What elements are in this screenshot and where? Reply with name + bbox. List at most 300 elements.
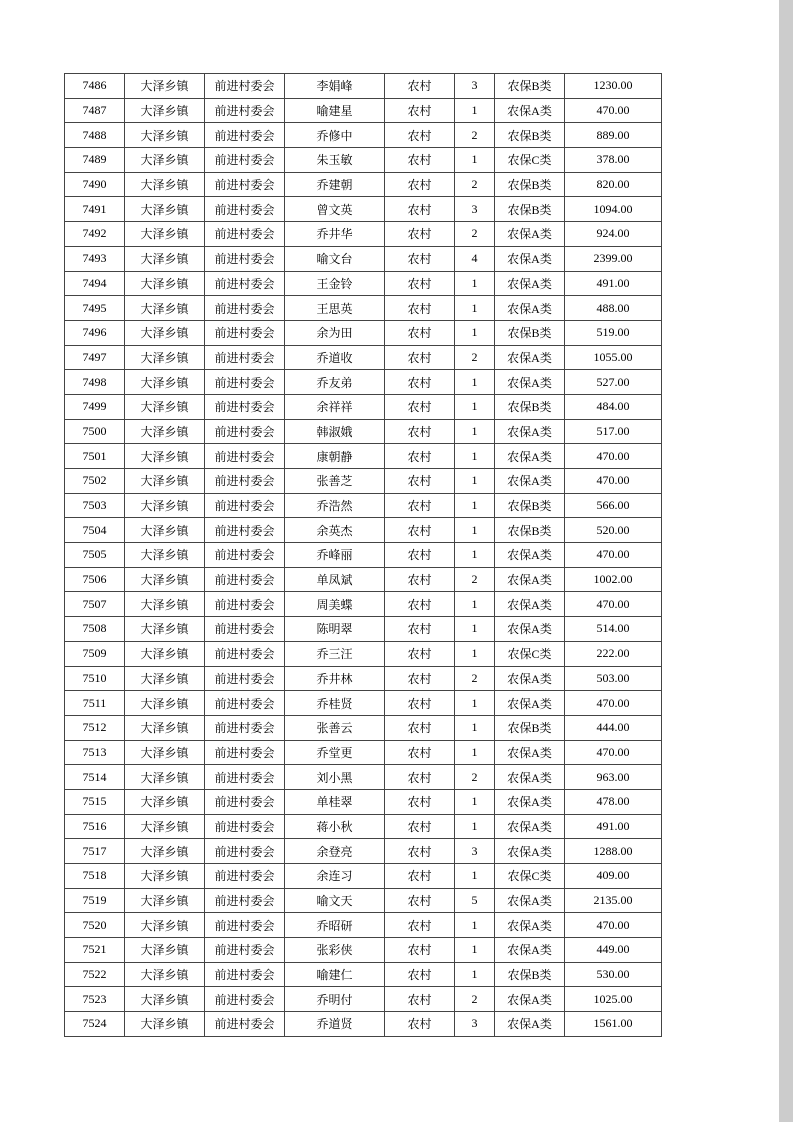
residence-type-cell: 农村 xyxy=(385,543,455,568)
person-name-cell: 朱玉敏 xyxy=(285,148,385,173)
amount-cell: 470.00 xyxy=(565,543,662,568)
residence-type-cell: 农村 xyxy=(385,740,455,765)
amount-cell: 478.00 xyxy=(565,789,662,814)
person-name-cell: 乔浩然 xyxy=(285,493,385,518)
amount-cell: 2135.00 xyxy=(565,888,662,913)
person-name-cell: 乔三汪 xyxy=(285,641,385,666)
row-id-cell: 7494 xyxy=(65,271,125,296)
person-count-cell: 1 xyxy=(455,740,495,765)
table-row xyxy=(65,370,662,395)
person-count-cell: 1 xyxy=(455,864,495,889)
person-count-cell: 1 xyxy=(455,320,495,345)
person-name-cell: 康朝静 xyxy=(285,444,385,469)
table-row xyxy=(65,469,662,494)
row-id-cell: 7517 xyxy=(65,839,125,864)
residence-type-cell: 农村 xyxy=(385,641,455,666)
person-name-cell: 王思英 xyxy=(285,296,385,321)
town-cell: 大泽乡镇 xyxy=(125,567,205,592)
village-committee-cell: 前进村委会 xyxy=(205,864,285,889)
person-name-cell: 周美蝶 xyxy=(285,592,385,617)
person-count-cell: 1 xyxy=(455,617,495,642)
village-committee-cell: 前进村委会 xyxy=(205,419,285,444)
person-count-cell: 1 xyxy=(455,518,495,543)
residence-type-cell: 农村 xyxy=(385,197,455,222)
insurance-category-cell: 农保B类 xyxy=(495,394,565,419)
person-count-cell: 2 xyxy=(455,987,495,1012)
row-id-cell: 7493 xyxy=(65,246,125,271)
insurance-category-cell: 农保A类 xyxy=(495,345,565,370)
insurance-category-cell: 农保A类 xyxy=(495,543,565,568)
insurance-category-cell: 农保A类 xyxy=(495,592,565,617)
village-committee-cell: 前进村委会 xyxy=(205,913,285,938)
village-committee-cell: 前进村委会 xyxy=(205,938,285,963)
village-committee-cell: 前进村委会 xyxy=(205,1012,285,1037)
person-count-cell: 1 xyxy=(455,715,495,740)
amount-cell: 1288.00 xyxy=(565,839,662,864)
insurance-category-cell: 农保A类 xyxy=(495,814,565,839)
insurance-category-cell: 农保B类 xyxy=(495,74,565,99)
residence-type-cell: 农村 xyxy=(385,913,455,938)
town-cell: 大泽乡镇 xyxy=(125,444,205,469)
person-name-cell: 韩淑娥 xyxy=(285,419,385,444)
village-committee-cell: 前进村委会 xyxy=(205,765,285,790)
row-id-cell: 7523 xyxy=(65,987,125,1012)
amount-cell: 2399.00 xyxy=(565,246,662,271)
row-id-cell: 7499 xyxy=(65,394,125,419)
row-id-cell: 7492 xyxy=(65,222,125,247)
amount-cell: 566.00 xyxy=(565,493,662,518)
amount-cell: 527.00 xyxy=(565,370,662,395)
town-cell: 大泽乡镇 xyxy=(125,271,205,296)
village-committee-cell: 前进村委会 xyxy=(205,246,285,271)
residence-type-cell: 农村 xyxy=(385,518,455,543)
person-count-cell: 2 xyxy=(455,222,495,247)
residence-type-cell: 农村 xyxy=(385,345,455,370)
insurance-category-cell: 农保A类 xyxy=(495,444,565,469)
person-count-cell: 2 xyxy=(455,666,495,691)
amount-cell: 520.00 xyxy=(565,518,662,543)
person-count-cell: 1 xyxy=(455,913,495,938)
table-row xyxy=(65,938,662,963)
residence-type-cell: 农村 xyxy=(385,888,455,913)
person-count-cell: 1 xyxy=(455,691,495,716)
row-id-cell: 7512 xyxy=(65,715,125,740)
village-committee-cell: 前进村委会 xyxy=(205,345,285,370)
town-cell: 大泽乡镇 xyxy=(125,839,205,864)
table-row xyxy=(65,765,662,790)
village-committee-cell: 前进村委会 xyxy=(205,74,285,99)
residence-type-cell: 农村 xyxy=(385,370,455,395)
row-id-cell: 7487 xyxy=(65,98,125,123)
amount-cell: 963.00 xyxy=(565,765,662,790)
insurance-category-cell: 农保C类 xyxy=(495,864,565,889)
table-row xyxy=(65,913,662,938)
person-count-cell: 1 xyxy=(455,592,495,617)
town-cell: 大泽乡镇 xyxy=(125,641,205,666)
table-row xyxy=(65,246,662,271)
town-cell: 大泽乡镇 xyxy=(125,789,205,814)
person-name-cell: 乔道贤 xyxy=(285,1012,385,1037)
table-row xyxy=(65,962,662,987)
table-row xyxy=(65,1012,662,1037)
amount-cell: 470.00 xyxy=(565,444,662,469)
town-cell: 大泽乡镇 xyxy=(125,345,205,370)
row-id-cell: 7516 xyxy=(65,814,125,839)
residence-type-cell: 农村 xyxy=(385,765,455,790)
person-count-cell: 1 xyxy=(455,98,495,123)
amount-cell: 503.00 xyxy=(565,666,662,691)
person-count-cell: 1 xyxy=(455,444,495,469)
table-row xyxy=(65,888,662,913)
table-row xyxy=(65,641,662,666)
row-id-cell: 7518 xyxy=(65,864,125,889)
insurance-category-cell: 农保B类 xyxy=(495,123,565,148)
town-cell: 大泽乡镇 xyxy=(125,98,205,123)
residence-type-cell: 农村 xyxy=(385,666,455,691)
person-name-cell: 王金铃 xyxy=(285,271,385,296)
person-count-cell: 1 xyxy=(455,296,495,321)
insurance-category-cell: 农保B类 xyxy=(495,518,565,543)
village-committee-cell: 前进村委会 xyxy=(205,469,285,494)
table-body xyxy=(65,74,662,1037)
village-committee-cell: 前进村委会 xyxy=(205,691,285,716)
town-cell: 大泽乡镇 xyxy=(125,666,205,691)
amount-cell: 470.00 xyxy=(565,98,662,123)
residence-type-cell: 农村 xyxy=(385,962,455,987)
person-count-cell: 5 xyxy=(455,888,495,913)
village-committee-cell: 前进村委会 xyxy=(205,172,285,197)
insurance-category-cell: 农保B类 xyxy=(495,493,565,518)
row-id-cell: 7522 xyxy=(65,962,125,987)
person-name-cell: 余登亮 xyxy=(285,839,385,864)
amount-cell: 517.00 xyxy=(565,419,662,444)
village-committee-cell: 前进村委会 xyxy=(205,271,285,296)
person-count-cell: 3 xyxy=(455,839,495,864)
row-id-cell: 7502 xyxy=(65,469,125,494)
person-count-cell: 1 xyxy=(455,814,495,839)
table-row xyxy=(65,666,662,691)
insurance-category-cell: 农保B类 xyxy=(495,320,565,345)
town-cell: 大泽乡镇 xyxy=(125,197,205,222)
person-count-cell: 1 xyxy=(455,271,495,296)
town-cell: 大泽乡镇 xyxy=(125,370,205,395)
town-cell: 大泽乡镇 xyxy=(125,592,205,617)
village-committee-cell: 前进村委会 xyxy=(205,444,285,469)
table-row xyxy=(65,98,662,123)
insurance-category-cell: 农保A类 xyxy=(495,789,565,814)
town-cell: 大泽乡镇 xyxy=(125,320,205,345)
insurance-category-cell: 农保A类 xyxy=(495,419,565,444)
row-id-cell: 7506 xyxy=(65,567,125,592)
table-row xyxy=(65,987,662,1012)
amount-cell: 1561.00 xyxy=(565,1012,662,1037)
town-cell: 大泽乡镇 xyxy=(125,123,205,148)
residence-type-cell: 农村 xyxy=(385,444,455,469)
amount-cell: 449.00 xyxy=(565,938,662,963)
residence-type-cell: 农村 xyxy=(385,271,455,296)
person-name-cell: 陈明翠 xyxy=(285,617,385,642)
village-committee-cell: 前进村委会 xyxy=(205,592,285,617)
table-container xyxy=(64,73,662,1037)
insurance-category-cell: 农保A类 xyxy=(495,296,565,321)
village-committee-cell: 前进村委会 xyxy=(205,493,285,518)
person-count-cell: 1 xyxy=(455,543,495,568)
amount-cell: 470.00 xyxy=(565,592,662,617)
insurance-category-cell: 农保B类 xyxy=(495,715,565,740)
person-name-cell: 喻文天 xyxy=(285,888,385,913)
person-count-cell: 3 xyxy=(455,197,495,222)
amount-cell: 491.00 xyxy=(565,271,662,296)
person-name-cell: 乔修中 xyxy=(285,123,385,148)
table-row xyxy=(65,715,662,740)
town-cell: 大泽乡镇 xyxy=(125,814,205,839)
residence-type-cell: 农村 xyxy=(385,493,455,518)
insurance-category-cell: 农保A类 xyxy=(495,567,565,592)
town-cell: 大泽乡镇 xyxy=(125,419,205,444)
residence-type-cell: 农村 xyxy=(385,246,455,271)
residence-type-cell: 农村 xyxy=(385,74,455,99)
table-row xyxy=(65,543,662,568)
person-count-cell: 1 xyxy=(455,493,495,518)
town-cell: 大泽乡镇 xyxy=(125,296,205,321)
town-cell: 大泽乡镇 xyxy=(125,938,205,963)
person-count-cell: 2 xyxy=(455,172,495,197)
amount-cell: 530.00 xyxy=(565,962,662,987)
amount-cell: 491.00 xyxy=(565,814,662,839)
town-cell: 大泽乡镇 xyxy=(125,246,205,271)
person-name-cell: 余连习 xyxy=(285,864,385,889)
insurance-category-cell: 农保A类 xyxy=(495,888,565,913)
village-committee-cell: 前进村委会 xyxy=(205,987,285,1012)
amount-cell: 444.00 xyxy=(565,715,662,740)
insurance-category-cell: 农保A类 xyxy=(495,1012,565,1037)
insurance-category-cell: 农保A类 xyxy=(495,222,565,247)
village-committee-cell: 前进村委会 xyxy=(205,370,285,395)
person-name-cell: 余为田 xyxy=(285,320,385,345)
row-id-cell: 7497 xyxy=(65,345,125,370)
insurance-category-cell: 农保A类 xyxy=(495,246,565,271)
town-cell: 大泽乡镇 xyxy=(125,222,205,247)
village-committee-cell: 前进村委会 xyxy=(205,148,285,173)
village-committee-cell: 前进村委会 xyxy=(205,641,285,666)
residence-type-cell: 农村 xyxy=(385,987,455,1012)
town-cell: 大泽乡镇 xyxy=(125,74,205,99)
person-count-cell: 2 xyxy=(455,345,495,370)
village-committee-cell: 前进村委会 xyxy=(205,222,285,247)
village-committee-cell: 前进村委会 xyxy=(205,740,285,765)
insurance-category-cell: 农保A类 xyxy=(495,740,565,765)
table-row xyxy=(65,172,662,197)
person-name-cell: 李娟峰 xyxy=(285,74,385,99)
table-row xyxy=(65,740,662,765)
residence-type-cell: 农村 xyxy=(385,148,455,173)
amount-cell: 1230.00 xyxy=(565,74,662,99)
person-name-cell: 乔峰丽 xyxy=(285,543,385,568)
village-committee-cell: 前进村委会 xyxy=(205,888,285,913)
amount-cell: 820.00 xyxy=(565,172,662,197)
town-cell: 大泽乡镇 xyxy=(125,740,205,765)
town-cell: 大泽乡镇 xyxy=(125,394,205,419)
insurance-category-cell: 农保B类 xyxy=(495,962,565,987)
insurance-category-cell: 农保A类 xyxy=(495,370,565,395)
person-count-cell: 1 xyxy=(455,938,495,963)
person-count-cell: 1 xyxy=(455,394,495,419)
table-row xyxy=(65,394,662,419)
insurance-category-cell: 农保A类 xyxy=(495,913,565,938)
insurance-category-cell: 农保C类 xyxy=(495,641,565,666)
person-name-cell: 喻建星 xyxy=(285,98,385,123)
village-committee-cell: 前进村委会 xyxy=(205,394,285,419)
insurance-category-cell: 农保B类 xyxy=(495,172,565,197)
person-name-cell: 刘小黑 xyxy=(285,765,385,790)
row-id-cell: 7490 xyxy=(65,172,125,197)
amount-cell: 514.00 xyxy=(565,617,662,642)
table-row xyxy=(65,419,662,444)
person-count-cell: 1 xyxy=(455,419,495,444)
table-row xyxy=(65,271,662,296)
insurance-category-cell: 农保A类 xyxy=(495,765,565,790)
table-row xyxy=(65,444,662,469)
person-count-cell: 3 xyxy=(455,74,495,99)
residence-type-cell: 农村 xyxy=(385,592,455,617)
table-row xyxy=(65,320,662,345)
row-id-cell: 7508 xyxy=(65,617,125,642)
town-cell: 大泽乡镇 xyxy=(125,518,205,543)
person-name-cell: 乔井林 xyxy=(285,666,385,691)
person-name-cell: 乔建朝 xyxy=(285,172,385,197)
village-committee-cell: 前进村委会 xyxy=(205,814,285,839)
person-name-cell: 单桂翠 xyxy=(285,789,385,814)
subsidy-table xyxy=(64,73,662,1037)
insurance-category-cell: 农保A类 xyxy=(495,469,565,494)
row-id-cell: 7491 xyxy=(65,197,125,222)
page-right-edge-strip xyxy=(779,0,793,1122)
residence-type-cell: 农村 xyxy=(385,172,455,197)
amount-cell: 1025.00 xyxy=(565,987,662,1012)
person-name-cell: 蒋小秋 xyxy=(285,814,385,839)
row-id-cell: 7515 xyxy=(65,789,125,814)
insurance-category-cell: 农保A类 xyxy=(495,666,565,691)
row-id-cell: 7520 xyxy=(65,913,125,938)
village-committee-cell: 前进村委会 xyxy=(205,518,285,543)
table-row xyxy=(65,864,662,889)
insurance-category-cell: 农保A类 xyxy=(495,691,565,716)
amount-cell: 470.00 xyxy=(565,469,662,494)
table-row xyxy=(65,839,662,864)
town-cell: 大泽乡镇 xyxy=(125,617,205,642)
amount-cell: 409.00 xyxy=(565,864,662,889)
person-name-cell: 喻文台 xyxy=(285,246,385,271)
person-name-cell: 喻建仁 xyxy=(285,962,385,987)
amount-cell: 484.00 xyxy=(565,394,662,419)
person-name-cell: 乔堂更 xyxy=(285,740,385,765)
person-name-cell: 乔井华 xyxy=(285,222,385,247)
residence-type-cell: 农村 xyxy=(385,123,455,148)
table-row xyxy=(65,592,662,617)
insurance-category-cell: 农保A类 xyxy=(495,271,565,296)
village-committee-cell: 前进村委会 xyxy=(205,789,285,814)
row-id-cell: 7519 xyxy=(65,888,125,913)
residence-type-cell: 农村 xyxy=(385,469,455,494)
town-cell: 大泽乡镇 xyxy=(125,888,205,913)
residence-type-cell: 农村 xyxy=(385,839,455,864)
residence-type-cell: 农村 xyxy=(385,98,455,123)
row-id-cell: 7514 xyxy=(65,765,125,790)
village-committee-cell: 前进村委会 xyxy=(205,715,285,740)
person-count-cell: 1 xyxy=(455,370,495,395)
residence-type-cell: 农村 xyxy=(385,296,455,321)
amount-cell: 222.00 xyxy=(565,641,662,666)
person-count-cell: 2 xyxy=(455,765,495,790)
table-row xyxy=(65,814,662,839)
person-count-cell: 3 xyxy=(455,1012,495,1037)
table-row xyxy=(65,148,662,173)
amount-cell: 470.00 xyxy=(565,913,662,938)
insurance-category-cell: 农保A类 xyxy=(495,839,565,864)
town-cell: 大泽乡镇 xyxy=(125,172,205,197)
person-name-cell: 张善云 xyxy=(285,715,385,740)
amount-cell: 889.00 xyxy=(565,123,662,148)
person-name-cell: 张彩侠 xyxy=(285,938,385,963)
town-cell: 大泽乡镇 xyxy=(125,543,205,568)
row-id-cell: 7521 xyxy=(65,938,125,963)
residence-type-cell: 农村 xyxy=(385,691,455,716)
town-cell: 大泽乡镇 xyxy=(125,913,205,938)
row-id-cell: 7496 xyxy=(65,320,125,345)
village-committee-cell: 前进村委会 xyxy=(205,123,285,148)
town-cell: 大泽乡镇 xyxy=(125,765,205,790)
residence-type-cell: 农村 xyxy=(385,320,455,345)
insurance-category-cell: 农保A类 xyxy=(495,987,565,1012)
person-name-cell: 余祥祥 xyxy=(285,394,385,419)
row-id-cell: 7504 xyxy=(65,518,125,543)
person-name-cell: 乔友弟 xyxy=(285,370,385,395)
row-id-cell: 7501 xyxy=(65,444,125,469)
town-cell: 大泽乡镇 xyxy=(125,715,205,740)
amount-cell: 488.00 xyxy=(565,296,662,321)
residence-type-cell: 农村 xyxy=(385,814,455,839)
person-count-cell: 1 xyxy=(455,469,495,494)
table-row xyxy=(65,567,662,592)
row-id-cell: 7503 xyxy=(65,493,125,518)
residence-type-cell: 农村 xyxy=(385,567,455,592)
table-row xyxy=(65,617,662,642)
residence-type-cell: 农村 xyxy=(385,715,455,740)
person-name-cell: 单凤斌 xyxy=(285,567,385,592)
residence-type-cell: 农村 xyxy=(385,419,455,444)
residence-type-cell: 农村 xyxy=(385,864,455,889)
row-id-cell: 7513 xyxy=(65,740,125,765)
person-count-cell: 4 xyxy=(455,246,495,271)
person-name-cell: 乔昭研 xyxy=(285,913,385,938)
person-count-cell: 1 xyxy=(455,641,495,666)
amount-cell: 1094.00 xyxy=(565,197,662,222)
row-id-cell: 7488 xyxy=(65,123,125,148)
amount-cell: 924.00 xyxy=(565,222,662,247)
row-id-cell: 7509 xyxy=(65,641,125,666)
amount-cell: 1055.00 xyxy=(565,345,662,370)
table-row xyxy=(65,345,662,370)
person-name-cell: 张善芝 xyxy=(285,469,385,494)
town-cell: 大泽乡镇 xyxy=(125,1012,205,1037)
amount-cell: 1002.00 xyxy=(565,567,662,592)
table-row xyxy=(65,493,662,518)
table-row xyxy=(65,74,662,99)
town-cell: 大泽乡镇 xyxy=(125,493,205,518)
person-count-cell: 1 xyxy=(455,148,495,173)
table-row xyxy=(65,222,662,247)
town-cell: 大泽乡镇 xyxy=(125,962,205,987)
